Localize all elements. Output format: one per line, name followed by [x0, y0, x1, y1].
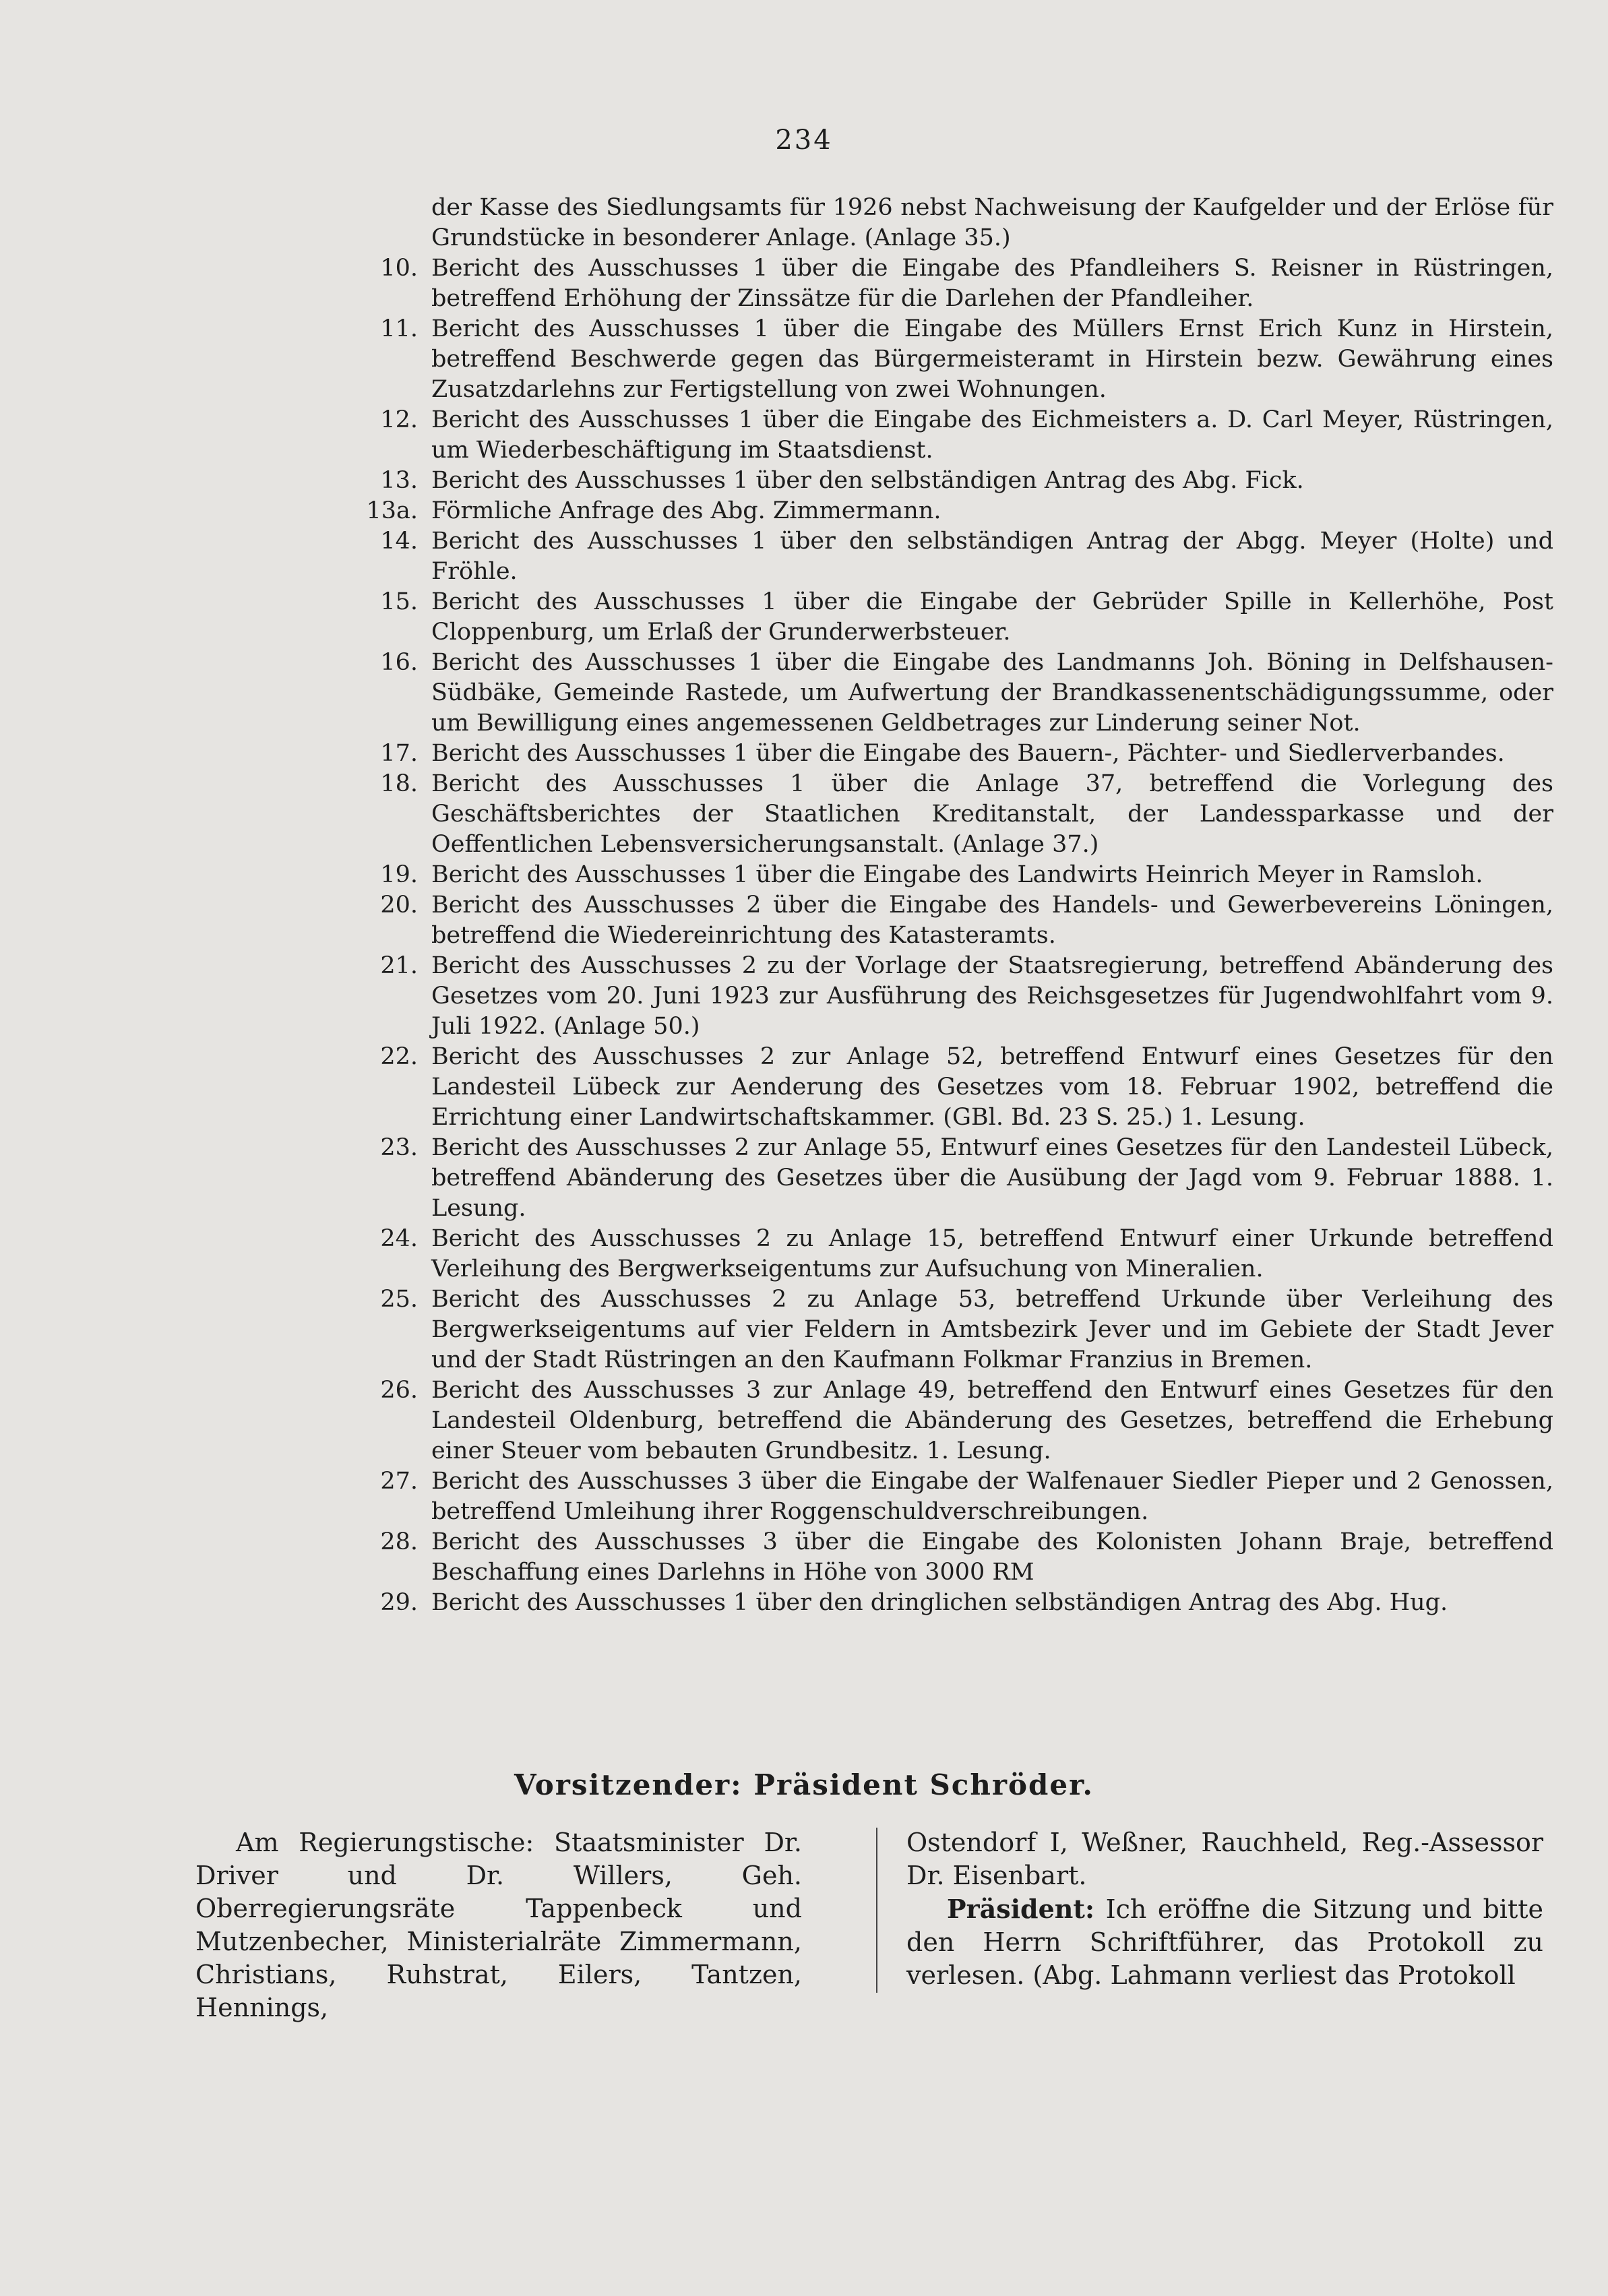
right-column	[906, 1826, 1543, 1992]
agenda-item-text: Bericht des Ausschusses 1 über die Eingabe des Pfandleihers S. Reisner in Rüstringen, betreffend Erhöhung der Zinssätze für die Darlehen der Pfandleiher.	[431, 255, 1553, 312]
agenda-item	[380, 1042, 1553, 1133]
agenda-item	[380, 1284, 1553, 1375]
agenda-item-number: 26.	[380, 1377, 418, 1404]
agenda-item-text: Bericht des Ausschusses 2 über die Eingabe des Handels- und Gewerbevereins Löningen, betreffend die Wiedereinrichtung des Katasteramts.	[431, 892, 1553, 949]
agenda-item	[380, 890, 1553, 951]
agenda-item	[380, 1466, 1553, 1527]
agenda-item-number: 16.	[380, 649, 418, 676]
agenda-item	[380, 1375, 1553, 1466]
agenda-item-number: 13a.	[366, 497, 418, 524]
agenda-item-number: 25.	[380, 1286, 418, 1313]
agenda-item	[380, 314, 1553, 405]
agenda-item	[380, 860, 1553, 890]
agenda-item-number: 14.	[380, 528, 418, 555]
agenda-item	[380, 739, 1553, 769]
agenda-item-text: Bericht des Ausschusses 2 zur Anlage 55, Entwurf eines Gesetzes für den Landesteil Lübeck, betreffend Abänderung des Gesetzes über die Ausübung der Jagd vom 9. Februar 1888. 1. Lesung.	[431, 1134, 1553, 1222]
agenda-item-text: Bericht des Ausschusses 1 über die Eingabe des Müllers Ernst Erich Kunz in Hirstein, betreffend Beschwerde gegen das Bürgermeisteramt in Hirstein bezw. Gewährung eines Zusatzdarlehns zur Fertigstellung von zwei Wohnungen.	[431, 315, 1553, 403]
agenda-item	[380, 1133, 1553, 1224]
president-paragraph	[906, 1892, 1543, 1992]
government-bench-continuation: Ostendorf I, Weßner, Rauchheld, Reg.-Assessor Dr. Eisenbart.	[906, 1828, 1543, 1890]
agenda-item-number: 17.	[380, 740, 418, 767]
chair-heading: Vorsitzender: Präsident Schröder.	[514, 1768, 1094, 1801]
agenda-item-number: 13.	[380, 467, 418, 494]
agenda-item	[380, 1588, 1553, 1618]
agenda-item	[380, 405, 1553, 466]
agenda-item-continuation	[431, 193, 1553, 253]
agenda-item-number: 12.	[380, 406, 418, 433]
agenda-item-text: Bericht des Ausschusses 3 zur Anlage 49, betreffend den Entwurf eines Gesetzes für den Landesteil Oldenburg, betreffend die Abänderung des Gesetzes, betreffend die Erhebung einer Steuer vom bebauten Grundbesitz. 1. Lesung.	[431, 1377, 1553, 1464]
agenda-item-number: 29.	[380, 1589, 418, 1616]
agenda-item-text: Förmliche Anfrage des Abg. Zimmermann.	[431, 497, 941, 524]
agenda-item-number: 23.	[380, 1134, 418, 1161]
agenda-item-text: Bericht des Ausschusses 1 über den selbständigen Antrag des Abg. Fick.	[431, 467, 1304, 494]
agenda-item-text: Bericht des Ausschusses 2 zu Anlage 53, betreffend Urkunde über Verleihung des Bergwerkseigentums auf vier Feldern in Amtsbezirk Jever und im Gebiete der Stadt Jever und der Stadt Rüstringen an den Kaufmann Folkmar Franzius in Bremen.	[431, 1286, 1553, 1373]
agenda-item-text: der Kasse des Siedlungsamts für 1926 nebst Nachweisung der Kaufgelder und der Erlöse für Grundstücke in besonderer Anlage. (Anlage 35.)	[431, 194, 1553, 251]
agenda-item-text: Bericht des Ausschusses 2 zu der Vorlage der Staatsregierung, betreffend Abänderung des Gesetzes vom 20. Juni 1923 zur Ausführung des Reichsgesetzes für Jugendwohlfahrt vom 9. Juli 1922. (Anlage 50.)	[431, 952, 1553, 1040]
agenda-item-text: Bericht des Ausschusses 3 über die Eingabe des Kolonisten Johann Braje, betreffend Beschaffung eines Darlehns in Höhe von 3000 RM	[431, 1528, 1553, 1586]
agenda-item-number: 18.	[380, 770, 418, 797]
agenda-item-number: 28.	[380, 1528, 418, 1555]
agenda-item	[366, 496, 1553, 526]
agenda-list	[366, 193, 1553, 1618]
government-bench-paragraph: Am Regierungstische: Staatsminister Dr. Driver und Dr. Willers, Geh. Oberregierungsräte Tappenbeck und Mutzenbecher, Ministerialräte Zimmermann, Christians, Ruhstrat, Eilers, Tantzen, Hennings,	[195, 1828, 802, 2022]
speaker-label: Präsident:	[947, 1894, 1095, 1924]
agenda-item	[380, 769, 1553, 860]
agenda-item-text: Bericht des Ausschusses 1 über die Eingabe des Eichmeisters a. D. Carl Meyer, Rüstringen, um Wiederbeschäftigung im Staatsdienst.	[431, 406, 1553, 464]
agenda-item-text: Bericht des Ausschusses 2 zur Anlage 52, betreffend Entwurf eines Gesetzes für den Landesteil Lübeck zur Aenderung des Gesetzes vom 18. Februar 1902, betreffend die Errichtung einer Landwirtschaftskammer. (GBl. Bd. 23 S. 25.) 1. Lesung.	[431, 1043, 1553, 1131]
speech-text: Ich eröffne die Sitzung und bitte den Herrn Schriftführer, das Protokoll zu verlesen. (Abg. Lahmann verliest das Protokoll	[906, 1894, 1543, 1990]
agenda-item-text: Bericht des Ausschusses 1 über den selbständigen Antrag der Abgg. Meyer (Holte) und Fröhle.	[431, 528, 1553, 585]
agenda-item-text: Bericht des Ausschusses 1 über die Anlage 37, betreffend die Vorlegung des Geschäftsberichtes der Staatlichen Kreditanstalt, der Landessparkasse und der Oeffentlichen Lebensversicherungsanstalt. (Anlage 37.)	[431, 770, 1553, 858]
agenda-item-text: Bericht des Ausschusses 3 über die Eingabe der Walfenauer Siedler Pieper und 2 Genossen, betreffend Umleihung ihrer Roggenschuldverschreibungen.	[431, 1468, 1553, 1525]
agenda-item-number: 21.	[380, 952, 418, 979]
agenda-item	[380, 1224, 1553, 1284]
left-column	[195, 1826, 802, 2024]
agenda-item	[380, 587, 1553, 648]
column-divider	[876, 1828, 877, 1993]
agenda-item-text: Bericht des Ausschusses 1 über die Eingabe des Bauern-, Pächter- und Siedlerverbandes.	[431, 740, 1505, 767]
agenda-item	[380, 253, 1553, 314]
agenda-item	[380, 951, 1553, 1042]
agenda-item	[380, 648, 1553, 739]
agenda-item	[380, 526, 1553, 587]
agenda-item-number: 24.	[380, 1225, 418, 1252]
agenda-item	[380, 1527, 1553, 1588]
page-number: 234	[775, 125, 833, 156]
agenda-item-text: Bericht des Ausschusses 1 über die Eingabe des Landwirts Heinrich Meyer in Ramsloh.	[431, 861, 1483, 888]
agenda-item-number: 27.	[380, 1468, 418, 1495]
agenda-item-text: Bericht des Ausschusses 1 über die Eingabe der Gebrüder Spille in Kellerhöhe, Post Cloppenburg, um Erlaß der Grunderwerbsteuer.	[431, 588, 1553, 646]
agenda-item-text: Bericht des Ausschusses 2 zu Anlage 15, betreffend Entwurf einer Urkunde betreffend Verleihung des Bergwerkseigentums zur Aufsuchung von Mineralien.	[431, 1225, 1553, 1282]
agenda-item-number: 15.	[380, 588, 418, 615]
agenda-item-number: 20.	[380, 892, 418, 919]
agenda-item-number: 10.	[380, 255, 418, 282]
agenda-item-number: 22.	[380, 1043, 418, 1070]
agenda-item-text: Bericht des Ausschusses 1 über die Eingabe des Landmanns Joh. Böning in Delfshausen-Südbäke, Gemeinde Rastede, um Aufwertung der Brandkassenentschädigungssumme, oder um Bewilligung eines angemessenen Geldbetrages zur Linderung seiner Not.	[431, 649, 1553, 737]
agenda-item-number: 19.	[380, 861, 418, 888]
agenda-item	[380, 466, 1553, 496]
agenda-item-text: Bericht des Ausschusses 1 über den dringlichen selbständigen Antrag des Abg. Hug.	[431, 1589, 1448, 1616]
agenda-item-number: 11.	[380, 315, 418, 342]
